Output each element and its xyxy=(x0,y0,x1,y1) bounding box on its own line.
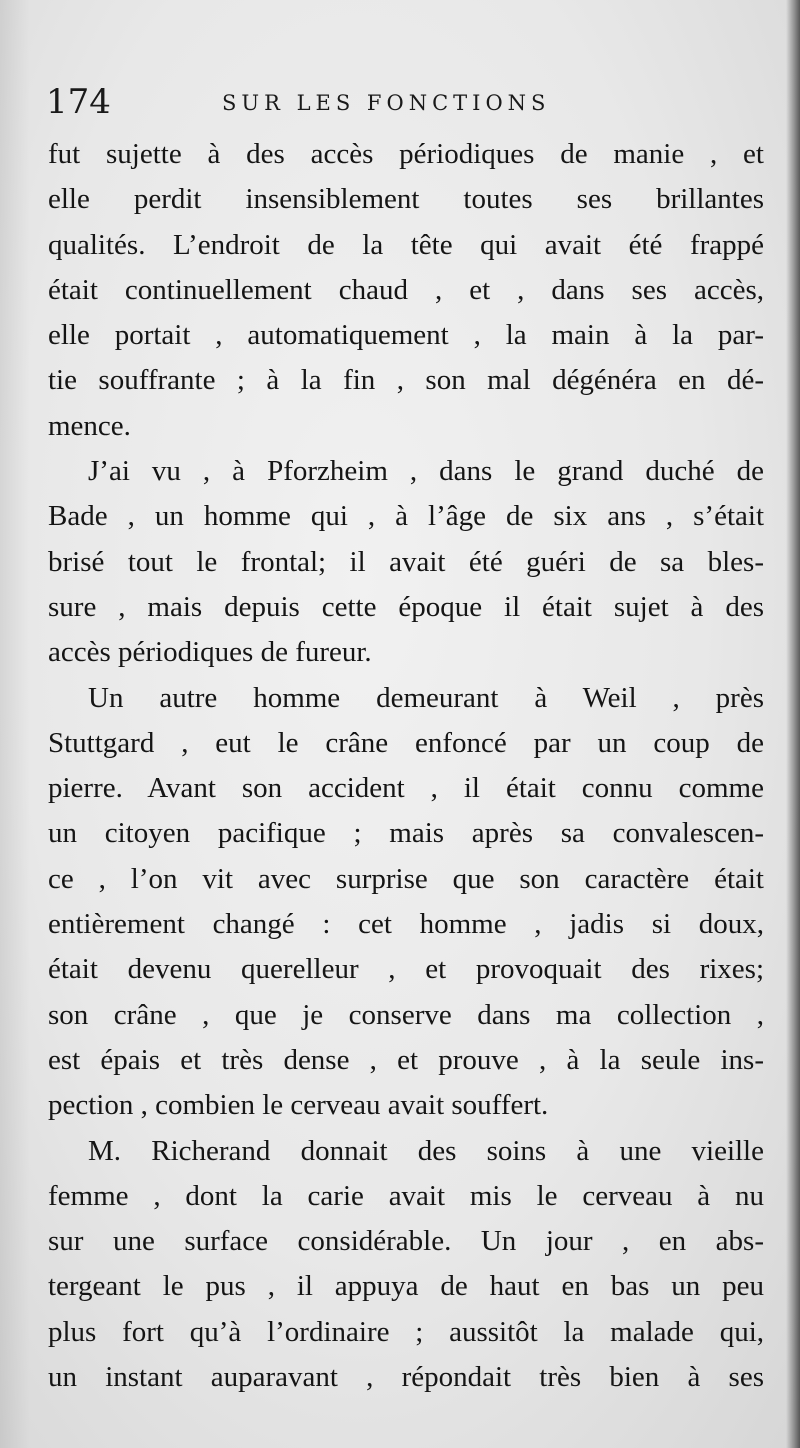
text-line: Stuttgard , eut le crâne enfoncé par un coup de xyxy=(48,726,764,759)
text-line: était devenu querelleur , et provoquait des rixes; xyxy=(48,953,764,986)
text-line: femme , dont la carie avait mis le cerveau à nu xyxy=(48,1179,764,1212)
text-line: mence. xyxy=(48,409,131,442)
text-line: fut sujette à des accès périodiques de manie , et xyxy=(48,138,764,170)
text-line: tergeant le pus , il appuya de haut en bas un peu xyxy=(48,1270,764,1303)
text-line: elle portait , automatiquement , la main à la par- xyxy=(48,319,764,352)
text-line: J’ai vu , à Pforzheim , dans le grand duché de xyxy=(88,455,764,488)
text-line: accès périodiques de fureur. xyxy=(48,636,372,669)
text-line: Bade , un homme qui , à l’âge de six ans , s’était xyxy=(48,500,764,533)
gutter-shadow xyxy=(0,0,30,1448)
text-line: entièrement changé : cet homme , jadis si doux, xyxy=(48,908,764,941)
text-line: son crâne , que je conserve dans ma collection , xyxy=(48,998,764,1031)
text-line: Un autre homme demeurant à Weil , près xyxy=(88,681,764,714)
running-head: SUR LES FONCTIONS xyxy=(222,91,551,115)
text-line: plus fort qu’à l’ordinaire ; aussitôt la malade qui, xyxy=(48,1315,764,1348)
text-line: un instant auparavant , répondait très bien à ses xyxy=(48,1361,764,1394)
body-text xyxy=(48,132,764,1400)
text-line: tie souffrante ; à la fin , son mal dégénéra en dé- xyxy=(48,364,764,397)
page-edge-shadow xyxy=(786,0,800,1448)
text-line: ce , l’on vit avec surprise que son caractère était xyxy=(48,862,764,895)
text-line: qualités. L’endroit de la tête qui avait été frappé xyxy=(48,228,764,261)
text-line: est épais et très dense , et prouve , à la seule ins- xyxy=(48,1043,764,1076)
text-line: pection , combien le cerveau avait souffert. xyxy=(48,1089,549,1122)
text-line: elle perdit insensiblement toutes ses brillantes xyxy=(48,183,764,216)
text-line: M. Richerand donnait des soins à une vieille xyxy=(88,1134,764,1167)
text-line: était continuellement chaud , et , dans ses accès, xyxy=(48,273,764,306)
page-header xyxy=(46,80,766,130)
page-number: 174 xyxy=(46,82,111,122)
text-line: un citoyen pacifique ; mais après sa convalescen- xyxy=(48,817,764,850)
text-line: brisé tout le frontal; il avait été guéri de sa bles- xyxy=(48,545,764,578)
text-line: pierre. Avant son accident , il était connu comme xyxy=(48,772,764,805)
text-line: sur une surface considérable. Un jour , en abs- xyxy=(48,1225,764,1258)
text-line: sure , mais depuis cette époque il était sujet à des xyxy=(48,590,764,623)
